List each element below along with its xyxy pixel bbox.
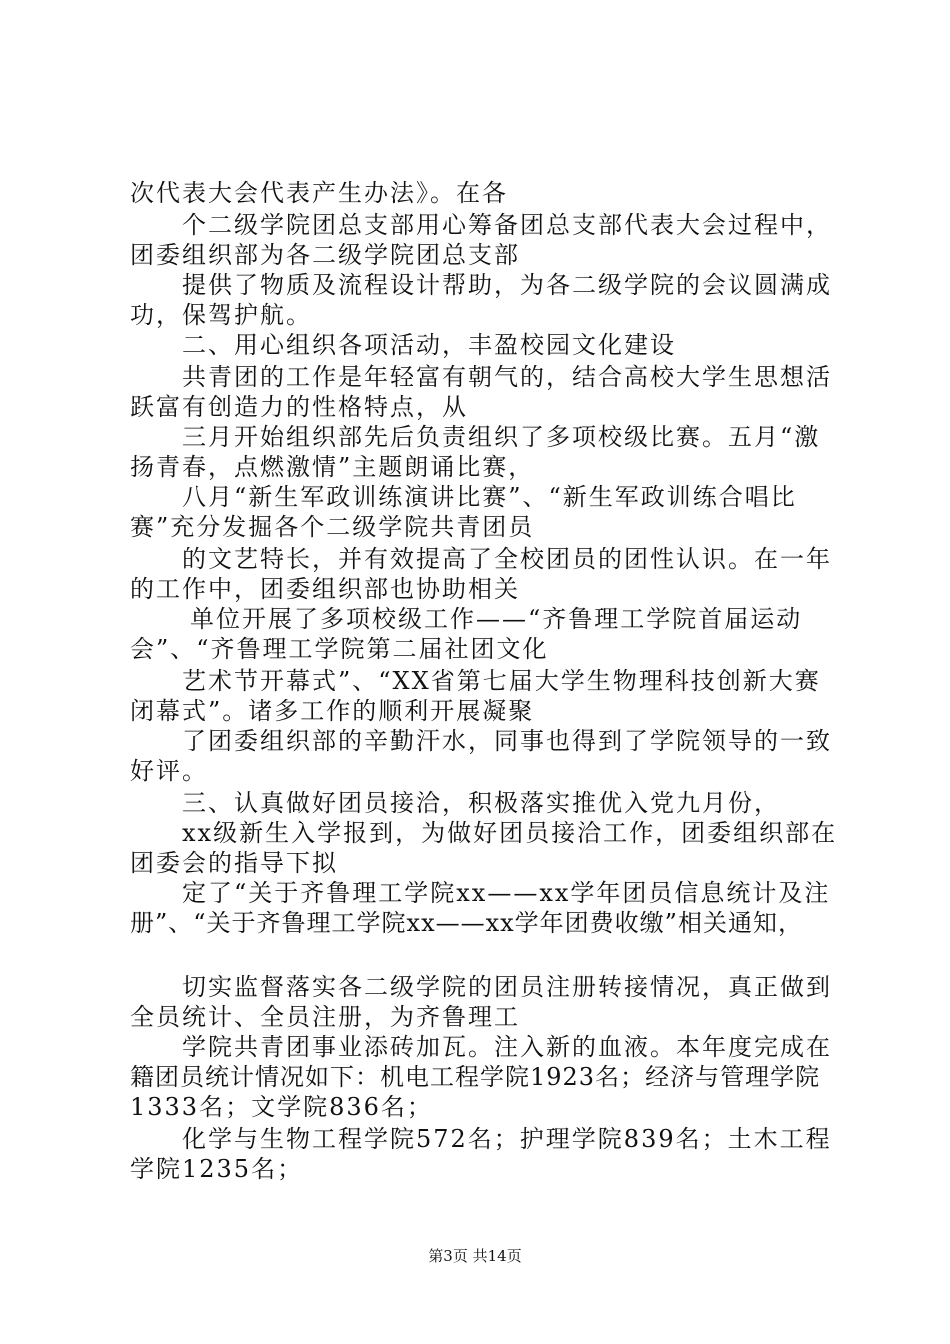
text-line: 了团委组织部的辛勤汗水，同事也得到了学院领导的一致 [182,727,832,755]
text-line: 册”、“关于齐鲁理工学院xx——xx学年团费收缴”相关通知， [130,909,803,937]
text-line: 单位开展了多项校级工作——“齐鲁理工学院首届运动 [190,605,803,633]
text-line: 的工作中，团委组织部也协助相关 [130,575,520,603]
text-line: 八月“新生军政训练演讲比赛”、“新生军政训练合唱比 [182,483,797,511]
text-line: 学院1235名； [130,1155,304,1183]
text-line: 切实监督落实各二级学院的团员注册转接情况，真正做到 [182,973,832,1001]
text-line: 化学与生物工程学院572名；护理学院839名；土木工程 [182,1125,832,1153]
text-line: 全员统计、全员注册，为齐鲁理工 [130,1003,520,1031]
text-line: 的文艺特长，并有效提高了全校团员的团性认识。在一年 [182,545,832,573]
text-line: 闭幕式”。诸多工作的顺利开展凝聚 [130,697,535,725]
text-line: xx级新生入学报到，为做好团员接洽工作，团委组织部在 [182,819,838,847]
text-line: 定了“关于齐鲁理工学院xx——xx学年团员信息统计及注 [182,879,831,907]
text-line: 团委会的指导下拟 [130,849,338,877]
text-line: 提供了物质及流程设计帮助，为各二级学院的会议圆满成 [182,271,832,299]
text-line: 好评。 [130,757,208,785]
text-line: 籍团员统计情况如下：机电工程学院1923名；经济与管理学院 [130,1063,821,1091]
text-line: 三月开始组织部先后负责组织了多项校级比赛。五月“激 [182,423,821,451]
text-line: 团委组织部为各二级学院团总支部 [130,241,520,269]
text-line: 学院共青团事业添砖加瓦。注入新的血液。本年度完成在 [182,1033,832,1061]
page-number-footer: 第3页 共14页 [428,1247,522,1265]
text-line: 会”、“齐鲁理工学院第二届社团文化 [130,635,549,663]
section-heading: 二、用心组织各项活动，丰盈校园文化建设 [182,331,676,359]
text-line: 1333名；文学院836名； [130,1093,433,1121]
text-line: 跃富有创造力的性格特点，从 [130,393,468,421]
text-line: 个二级学院团总支部用心筹备团总支部代表大会过程中， [182,211,832,239]
text-line: 共青团的工作是年轻富有朝气的，结合高校大学生思想活 [182,363,832,391]
text-line: 赛”充分发掘各个二级学院共青团员 [130,513,535,541]
text-line: 次代表大会代表产生办法》。在各 [130,179,508,207]
text-line: 功，保驾护航。 [130,301,312,329]
text-line: 扬青春，点燃激情”主题朗诵比赛， [130,453,535,481]
text-line: 艺术节开幕式”、“XX省第七届大学生物理科技创新大赛 [182,667,821,695]
section-heading: 三、认真做好团员接洽，积极落实推优入党九月份， [182,789,780,817]
